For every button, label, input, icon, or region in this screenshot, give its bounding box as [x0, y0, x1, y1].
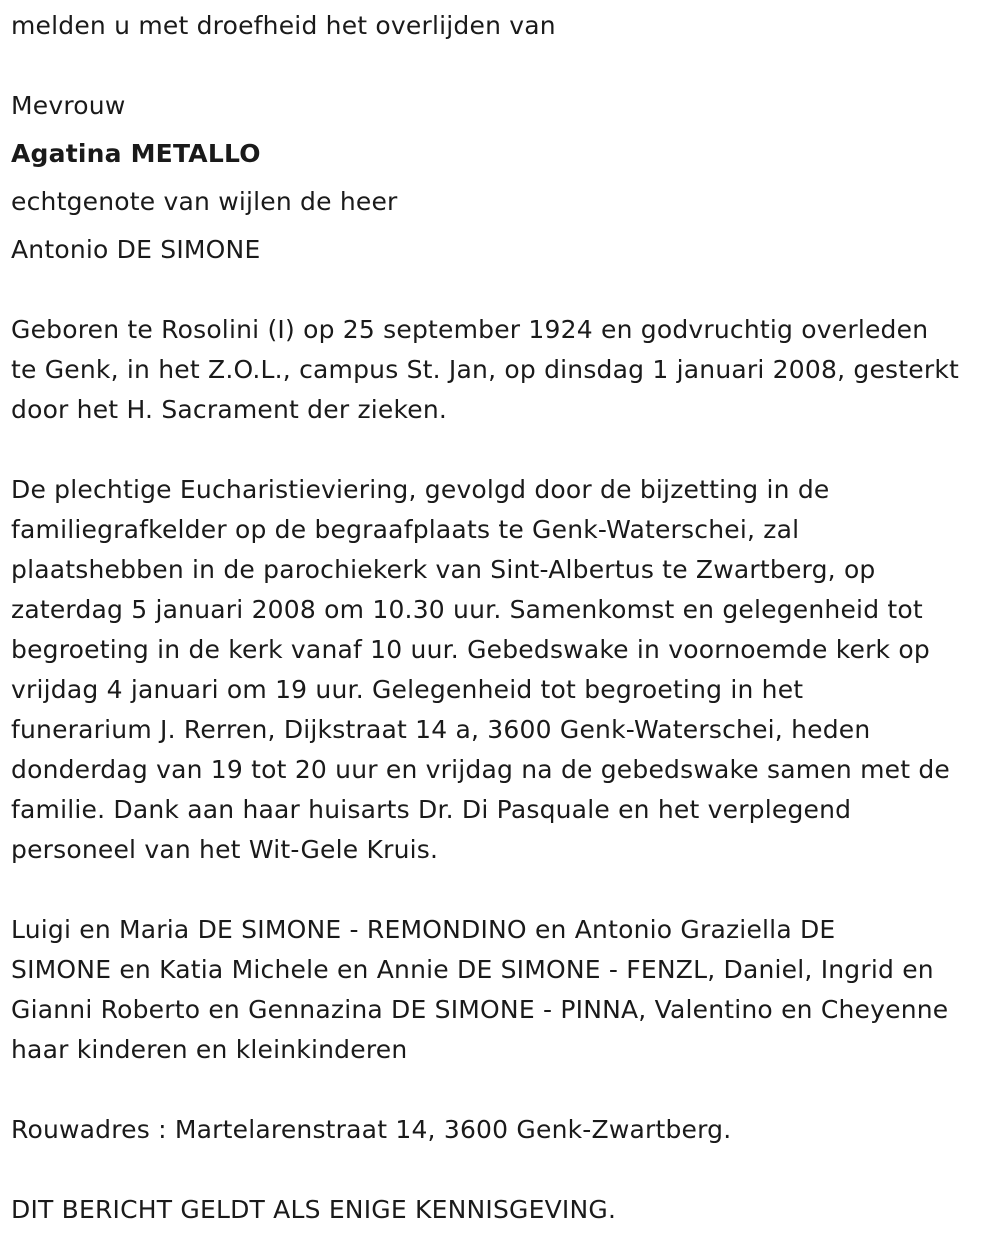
ceremony-line: plaatshebben in de parochiekerk van Sint-Albertus te Zwartberg, op [11, 555, 876, 584]
family-line: Luigi en Maria DE SIMONE - REMONDINO en Antonio Graziella DE [11, 915, 836, 944]
honorific: Mevrouw [11, 91, 126, 120]
ceremony-line: begroeting in de kerk vanaf 10 uur. Gebedswake in voornoemde kerk op [11, 635, 930, 664]
family-line: haar kinderen en kleinkinderen [11, 1035, 408, 1064]
birth-death-line: te Genk, in het Z.O.L., campus St. Jan, op dinsdag 1 januari 2008, gesterkt [11, 355, 959, 384]
ceremony-line: De plechtige Eucharistieviering, gevolgd door de bijzetting in de [11, 475, 830, 504]
relation-text: echtgenote van wijlen de heer [11, 187, 398, 216]
ceremony-line: funerarium J. Rerren, Dijkstraat 14 a, 3600 Genk-Waterschei, heden [11, 715, 871, 744]
family-line: SIMONE en Katia Michele en Annie DE SIMONE - FENZL, Daniel, Ingrid en [11, 955, 934, 984]
birth-death-line: Geboren te Rosolini (I) op 25 september 1924 en godvruchtig overleden [11, 315, 929, 344]
spouse-name: Antonio DE SIMONE [11, 235, 261, 264]
ceremony-line: familiegrafkelder op de begraafplaats te Genk-Waterschei, zal [11, 515, 800, 544]
deceased-name: Agatina METALLO [11, 139, 261, 168]
mourning-address: Rouwadres : Martelarenstraat 14, 3600 Genk-Zwartberg. [11, 1115, 732, 1144]
family-line: Gianni Roberto en Gennazina DE SIMONE - PINNA, Valentino en Cheyenne [11, 995, 949, 1024]
ceremony-line: zaterdag 5 januari 2008 om 10.30 uur. Samenkomst en gelegenheid tot [11, 595, 923, 624]
ceremony-line: vrijdag 4 januari om 19 uur. Gelegenheid tot begroeting in het [11, 675, 804, 704]
intro-text: melden u met droefheid het overlijden van [11, 11, 556, 40]
ceremony-line: donderdag van 19 tot 20 uur en vrijdag na de gebedswake samen met de [11, 755, 951, 784]
birth-death-line: door het H. Sacrament der zieken. [11, 395, 448, 424]
ceremony-line: familie. Dank aan haar huisarts Dr. Di Pasquale en het verplegend [11, 795, 852, 824]
notice-text: DIT BERICHT GELDT ALS ENIGE KENNISGEVING. [11, 1195, 617, 1224]
ceremony-line: personeel van het Wit-Gele Kruis. [11, 835, 439, 864]
